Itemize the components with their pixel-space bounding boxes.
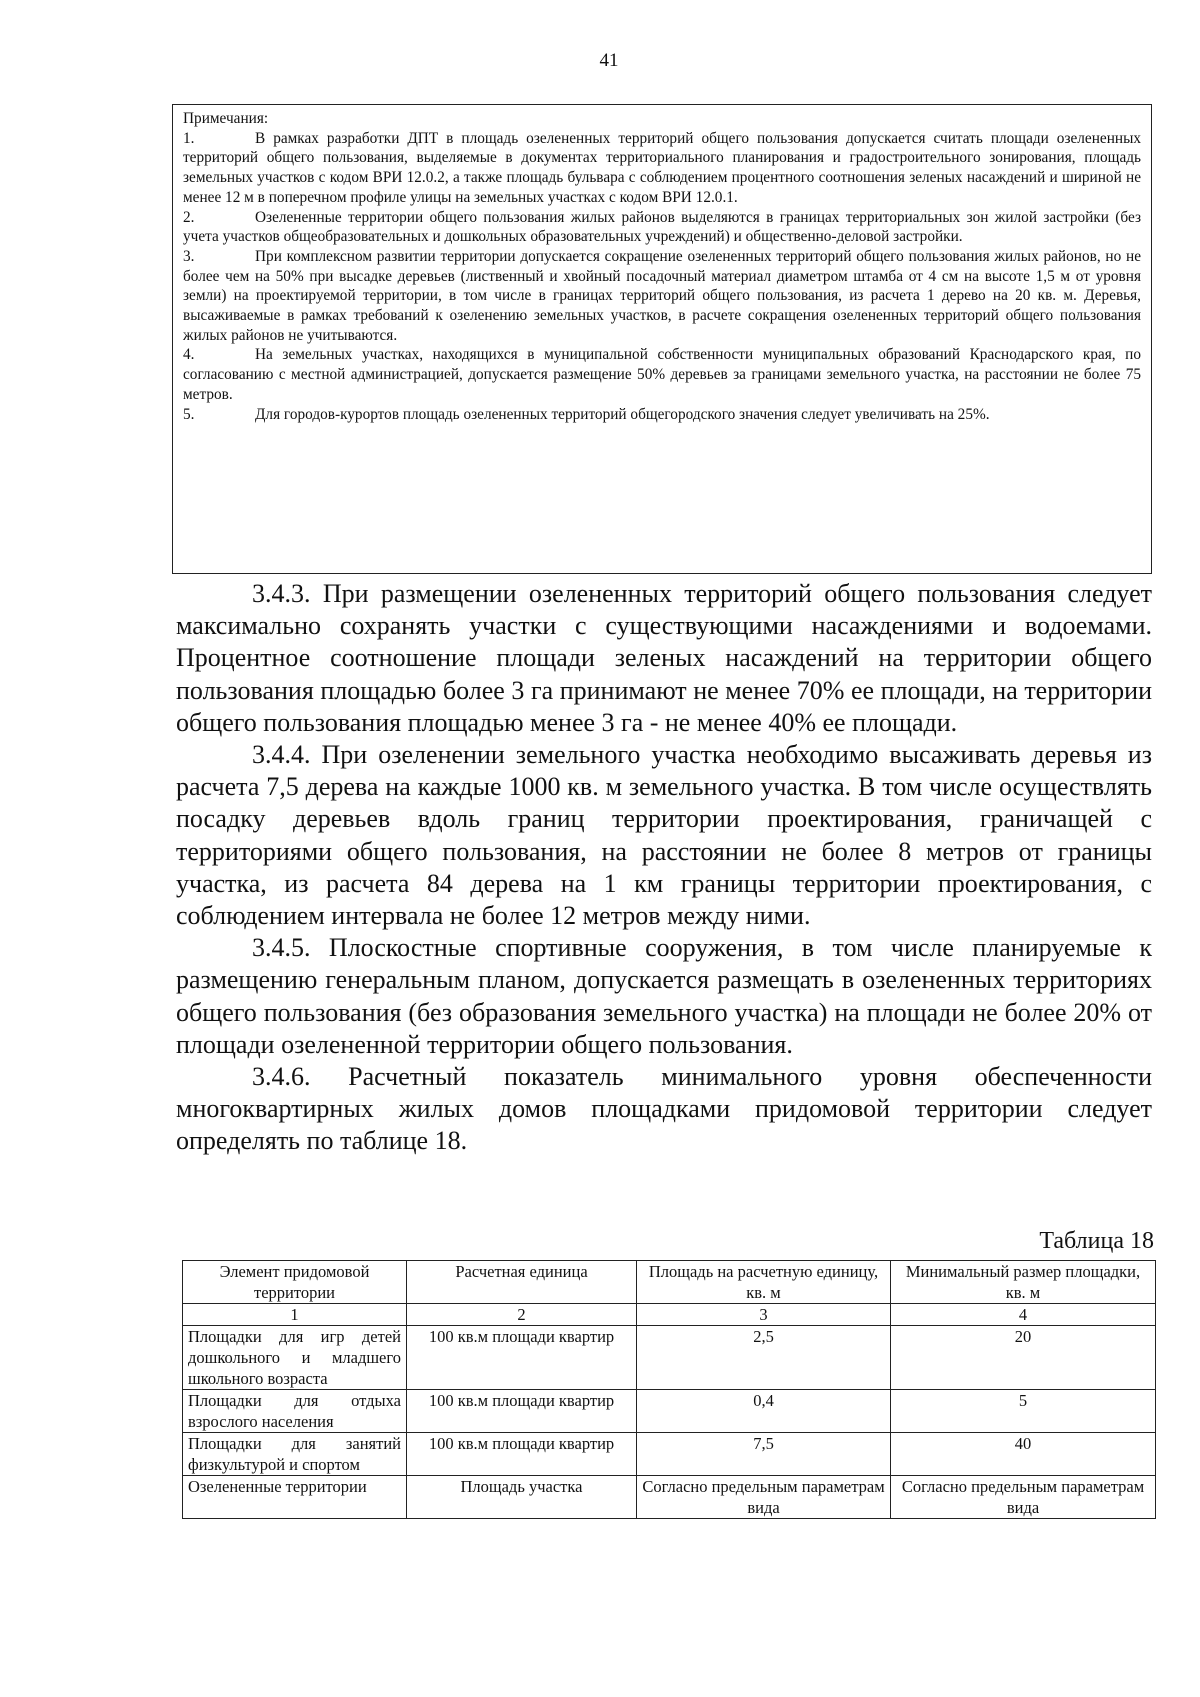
note-text: Озелененные территории общего пользования жилых районов выделяются в границах территориальных зон жилой застройки (без учета участков общеобразовательных и дошкольных образовательных учреждений) и общественно-деловой застройки. [183,208,1141,246]
note-text: В рамках разработки ДПТ в площадь озелененных территорий общего пользования допускается считать площади озелененных территорий общего пользования, выделяемые в документах территориального планирования и градостроительного зонирования, площадь земельных участков с кодом ВРИ 12.0.2, а также площадь бульвара с соблюдением процентного соотношения зеленых насаждений и шириной не менее 12 м в поперечном профиле улицы на земельных участках с кодом ВРИ 12.0.1. [183,129,1141,206]
note-text: При комплексном развитии территории допускается сокращение озелененных территорий общего пользования жилых районов, но не более чем на 50% при высадке деревьев (лиственный и хвойный посадочный материал диаметром штамба от 4 см на высоте 1,5 м от уровня земли) на проектируемой территории, в том числе в границах территорий общего пользования, из расчета 1 дерево на 20 кв. м. Деревья, высаживаемые в рамках требований к озеленению земельных участков, в расчете сокращения озелененных территорий общего пользования жилых районов не учитываются. [183,247,1141,344]
table-header-cell: Площадь на расчетную единицу, кв. м [637,1261,891,1304]
table-cell: 2,5 [637,1326,891,1390]
notes-title: Примечания: [183,110,269,127]
table-cell: Площадь участка [407,1476,637,1519]
column-number: 2 [407,1304,637,1326]
column-number: 3 [637,1304,891,1326]
note-number: 3. [183,247,195,265]
body-text [176,578,1152,1158]
table-cell: Согласно предельным параметрам вида [891,1476,1156,1519]
table-cell: Озелененные территории [183,1476,407,1519]
table-header-cell: Минимальный размер площадки, кв. м [891,1261,1156,1304]
note-number: 1. [183,129,195,147]
note-text: На земельных участках, находящихся в муниципальной собственности муниципальных образований Краснодарского края, по согласованию с местной администрацией, допускается размещение 50% деревьев за границами земельного участка, на расстоянии не более 75 метров. [183,346,1141,403]
note-item [183,345,1141,404]
table-header-cell: Расчетная единица [407,1261,637,1304]
table-cell: 0,4 [637,1390,891,1433]
paragraph-3-4-6: 3.4.6. Расчетный показатель минимального уровня обеспеченности многоквартирных жилых домов площадками придомовой территории следует определять по таблице 18. [176,1062,1152,1156]
table-caption: Таблица 18 [1039,1228,1154,1254]
table-cell: 100 кв.м площади квартир [407,1390,637,1433]
table-header-cell: Элемент придомовой территории [183,1261,407,1304]
column-number: 1 [183,1304,407,1326]
table-row [183,1326,1156,1390]
table-header-row [183,1261,1156,1304]
paragraph-3-4-4: 3.4.4. При озеленении земельного участка необходимо высаживать деревья из расчета 7,5 дерева на каждые 1000 кв. м земельного участка. В том числе осуществлять посадку деревьев вдоль границ территории проектирования, граничащей с территориями общего пользования, на расстоянии не более 8 метров от границы участка, из расчета 84 дерева на 1 км границы территории проектирования, с соблюдением интервала не более 12 метров между ними. [176,740,1152,931]
table-cell: 20 [891,1326,1156,1390]
table-column-numbers-row [183,1304,1156,1326]
note-item [183,129,1141,208]
note-text: Для городов-курортов площадь озелененных территорий общегородского значения следует увеличивать на 25%. [255,405,990,423]
table-cell: Площадки для занятий физкультурой и спортом [183,1433,407,1476]
page-number: 41 [599,50,619,71]
table-18 [182,1260,1156,1519]
table-cell: Площадки для игр детей дошкольного и младшего школьного возраста [183,1326,407,1390]
column-number: 4 [891,1304,1156,1326]
table-cell: 40 [891,1433,1156,1476]
table-cell: Согласно предельным параметрам вида [637,1476,891,1519]
table-cell: 100 кв.м площади квартир [407,1433,637,1476]
paragraph-3-4-3: 3.4.3. При размещении озелененных территорий общего пользования следует максимально сохранять участки с существующими насаждениями и водоемами. Процентное соотношение площади зеленых насаждений на территории общего пользования площадью более 3 га принимают не менее 70% ее площади, на территории общего пользования площадью менее 3 га - не менее 40% ее площади. [176,579,1152,737]
table-cell: 7,5 [637,1433,891,1476]
table-row [183,1476,1156,1519]
table-cell: Площадки для отдыха взрослого населения [183,1390,407,1433]
note-item [183,247,1141,346]
notes-box [172,104,1152,574]
note-number: 2. [183,208,195,226]
table-row [183,1433,1156,1476]
note-item [183,208,1141,247]
table-row [183,1390,1156,1433]
note-item [183,405,1141,425]
note-number: 4. [183,346,195,364]
paragraph-3-4-5: 3.4.5. Плоскостные спортивные сооружения, в том числе планируемые к размещению генеральным планом, допускается размещать в озелененных территориях общего пользования (без образования земельного участка) на площади не более 20% от площади озелененной территории общего пользования. [176,933,1152,1059]
table-cell: 100 кв.м площади квартир [407,1326,637,1390]
table-cell: 5 [891,1390,1156,1433]
note-number: 5. [183,405,195,423]
